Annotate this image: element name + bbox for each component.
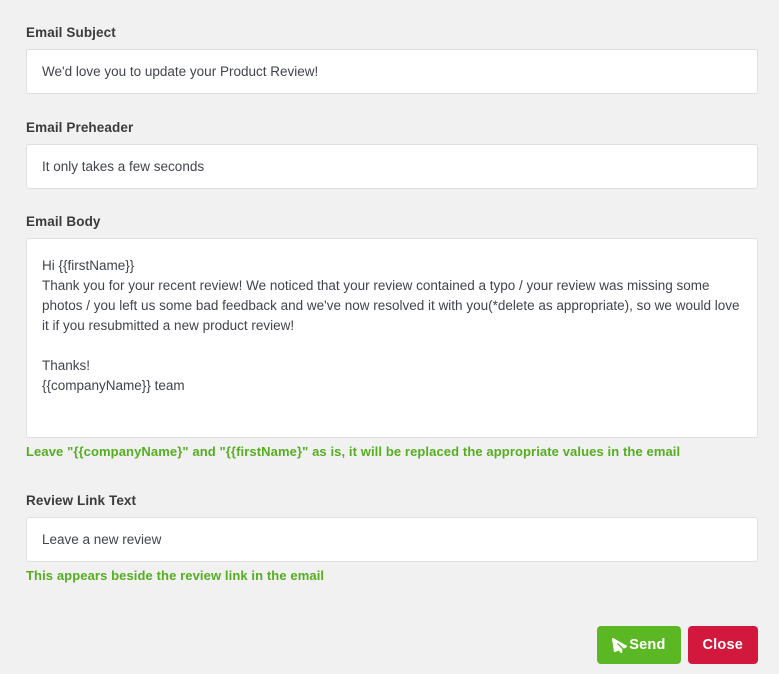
send-button[interactable]: [597, 626, 680, 664]
email-body-help-text: Leave "{{companyName}" and "{{firstName}" as is, it will be replaced the appropriate values in the email: [26, 444, 681, 459]
email-body-textarea[interactable]: [26, 238, 758, 438]
paper-plane-icon: [612, 638, 627, 653]
email-subject-group: [26, 26, 758, 94]
email-preheader-group: [26, 121, 758, 189]
review-link-text-group: [26, 494, 758, 583]
review-link-text-input[interactable]: [26, 517, 758, 562]
send-button-label: Send: [629, 637, 666, 653]
close-button[interactable]: Close: [688, 626, 759, 664]
email-preheader-input[interactable]: [26, 144, 758, 189]
email-subject-label: Email Subject: [26, 25, 116, 40]
email-subject-input[interactable]: [26, 49, 758, 94]
email-preheader-label: Email Preheader: [26, 120, 134, 135]
review-link-help-text: This appears beside the review link in the email: [26, 568, 325, 583]
review-link-text-label: Review Link Text: [26, 493, 137, 508]
email-body-group: [26, 215, 758, 459]
form-actions: [26, 626, 758, 664]
email-body-label: Email Body: [26, 214, 101, 229]
